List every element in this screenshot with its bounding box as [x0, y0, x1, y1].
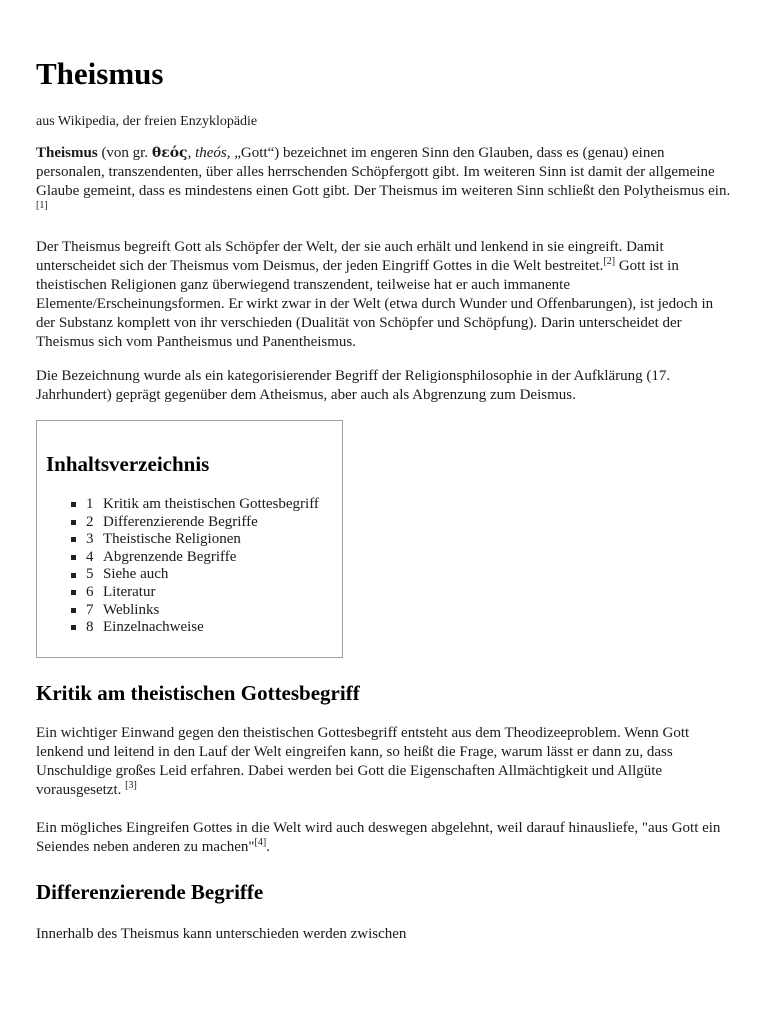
toc-list: [71, 496, 319, 637]
reference-link-4[interactable]: [4]: [254, 837, 267, 848]
paragraph-3: Die Bezeichnung wurde als ein kategorisierender Begriff der Religionsphilosophie in der Aufklärung (17. Jahrhundert) geprägt gegenüber dem Atheismus, aber auch als Abgrenzung zum Deismus.: [36, 368, 671, 403]
intro-term: Theismus: [36, 145, 98, 161]
transliteration: theós: [195, 145, 227, 161]
toc-item[interactable]: 1 Kritik am theistischen Gottesbegriff: [71, 496, 319, 514]
section-heading-differenzierende: Differenzierende Begriffe: [36, 880, 264, 904]
page-title: Theismus: [36, 56, 164, 91]
table-of-contents: [36, 420, 343, 658]
bullet-icon: [71, 625, 76, 630]
intro-paragraph: Theismus (von gr. θεός, theós, „Gott“) bezeichnet im engeren Sinn den Glauben, dass es (genau) einen personalen, transzendenten, über alles herrschenden Schöpfergott gibt. Im weiteren Sinn ist damit der allgemeine Glaube gemeint, dass es mindestens einen Gott gibt. Der Theismus im weiteren Sinn schließt den Polytheismus ein.[1]: [36, 145, 731, 211]
toc-item[interactable]: 8 Einzelnachweise: [71, 619, 319, 637]
bullet-icon: [71, 590, 76, 595]
page-subtitle: aus Wikipedia, der freien Enzyklopädie: [36, 114, 258, 129]
toc-title: Inhaltsverzeichnis: [46, 452, 210, 476]
kritik-paragraph-1: Ein wichtiger Einwand gegen den theistischen Gottesbegriff entsteht aus dem Theodizeeproblem. Wenn Gott lenkend und leitend in den Lauf der Welt eingreifen kann, so heißt die Frage, warum lässt er dann zu, dass Unschuldige großes Leid erfahren. Dabei werden bei Gott die Eigenschaften Allmächtigkeit und Allgüte vorausgesetzt. [3]: [36, 725, 690, 798]
bullet-icon: [71, 520, 76, 525]
section-heading-kritik: Kritik am theistischen Gottesbegriff: [36, 681, 360, 705]
paragraph-2: Der Theismus begreift Gott als Schöpfer der Welt, der sie auch erhält und lenkend in sie eingreift. Damit unterscheidet sich der Theismus vom Deismus, der jeden Eingriff Gottes in die Welt bestreitet.[2] Gott ist in theistischen Religionen ganz überwiegend transzendent, teilweise hat er auch immanente Elemente/Erscheinungsformen. Er wirkt zwar in der Welt (etwa durch Wunder und Offenbarungen), ist jedoch in der Substanz komplett von ihr verschieden (Dualität von Schöpfer und Schöpfung). Darin unterscheidet der Theismus sich vom Pantheismus und Panentheismus.: [36, 239, 714, 350]
reference-link-3[interactable]: [3]: [125, 780, 137, 791]
reference-link-1[interactable]: [1]: [36, 200, 48, 211]
toc-item[interactable]: 6 Literatur: [71, 584, 319, 602]
kritik-paragraph-2: Ein mögliches Eingreifen Gottes in die Welt wird auch deswegen abgelehnt, weil darauf hinausliefe, "aus Gott ein Seiendes neben anderen zu machen"[4].: [36, 820, 721, 855]
toc-item[interactable]: 5 Siehe auch: [71, 566, 319, 584]
differenzierende-paragraph-1: Innerhalb des Theismus kann unterschieden werden zwischen: [36, 926, 407, 942]
toc-item[interactable]: 7 Weblinks: [71, 602, 319, 620]
bullet-icon: [71, 555, 76, 560]
bullet-icon: [71, 608, 76, 613]
bullet-icon: [71, 573, 76, 578]
reference-link-2[interactable]: [2]: [603, 256, 616, 267]
toc-item[interactable]: 2 Differenzierende Begriffe: [71, 514, 319, 532]
bullet-icon: [71, 537, 76, 542]
toc-item[interactable]: 3 Theistische Religionen: [71, 531, 319, 549]
toc-item[interactable]: 4 Abgrenzende Begriffe: [71, 549, 319, 567]
bullet-icon: [71, 502, 76, 507]
greek-word: θεός: [151, 145, 188, 161]
